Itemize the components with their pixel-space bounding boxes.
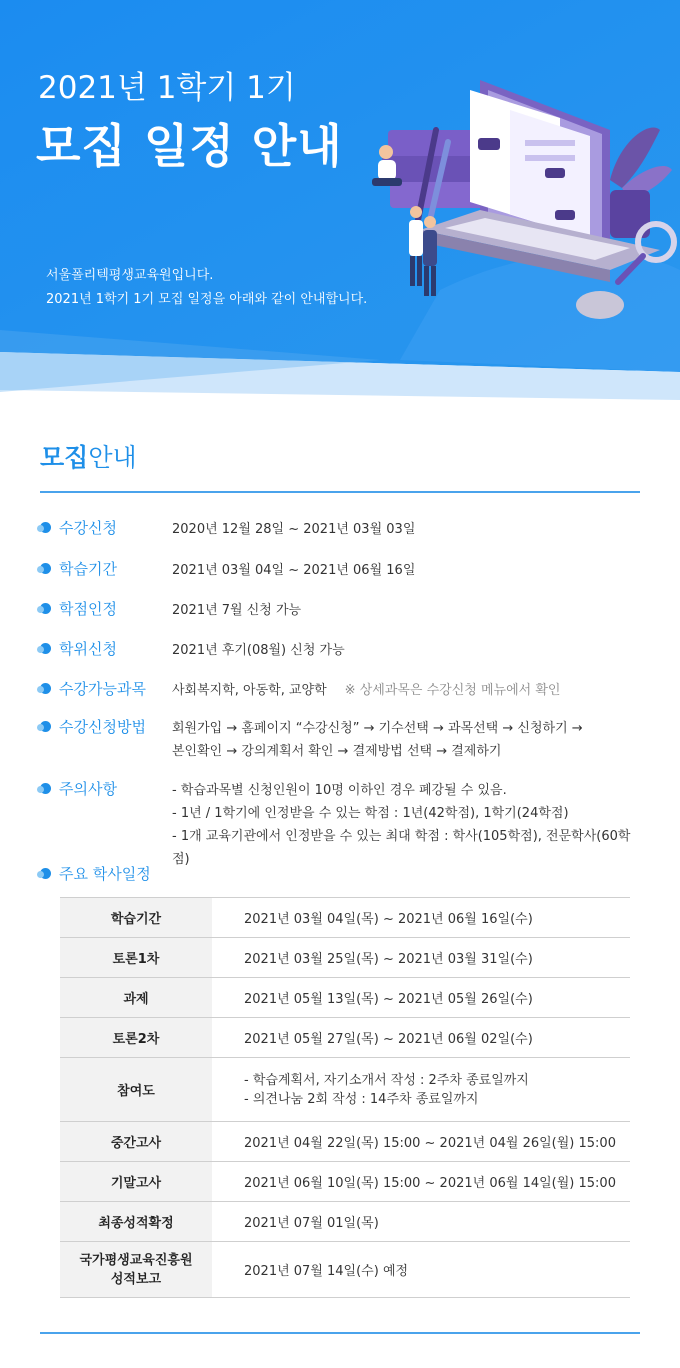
schedule-value: 2021년 07월 14일(수) 예정 [212,1242,630,1298]
section-divider-bottom [40,1332,640,1334]
schedule-value: 2021년 03월 25일(목) ~ 2021년 03월 31일(수) [212,938,630,978]
schedule-value: 2021년 07월 01일(목) [212,1202,630,1242]
info-value-line: - 학습과목별 신청인원이 10명 이하인 경우 폐강될 수 있음. [172,783,507,798]
info-label: 학위신청 [59,640,117,658]
laptop-illustration-icon [360,60,680,340]
schedule-value-line: - 의견나눔 2회 작성 : 14주차 종료일까지 [244,1091,479,1107]
schedule-key: 토론1차 [60,938,212,978]
schedule-key: 최종성적확정 [60,1202,212,1242]
section-title: 모집안내 [40,443,137,472]
table-row [60,1202,630,1242]
bullet-icon [40,643,51,654]
table-row [60,1058,630,1122]
info-value: 사회복지학, 아동학, 교양학 [172,683,327,698]
schedule-key-line: 국가평생교육진흥원 [79,1252,193,1268]
hero-title: 모집 일정 안내 [36,119,343,173]
info-value: 2021년 03월 04일 ~ 2021년 06월 16일 [172,563,416,578]
schedule-value: 2021년 05월 13일(목) ~ 2021년 05월 26일(수) [212,978,630,1018]
schedule-key: 기말고사 [60,1162,212,1202]
info-value-line: 회원가입 → 홈페이지 “수강신청” → 기수선택 → 과목선택 → 신청하기 → [172,721,583,736]
table-row [60,1242,630,1298]
info-label: 학습기간 [59,560,117,578]
schedule-value: 2021년 04월 22일(목) 15:00 ~ 2021년 04월 26일(월) 15:00 [212,1122,630,1162]
hero-desc-line-2: 2021년 1학기 1기 모집 일정을 아래와 같이 안내합니다. [46,292,368,307]
hero-banner [0,0,680,400]
info-value: 2021년 후기(08월) 신청 가능 [172,643,345,658]
schedule-key: 학습기간 [60,898,212,938]
bullet-icon [40,603,51,614]
schedule-key: 과제 [60,978,212,1018]
info-value-line: - 1개 교육기관에서 인정받을 수 있는 최대 학점 : 학사(105학점), 전문학사(60학점) [172,829,631,867]
info-label: 수강신청방법 [59,718,146,736]
schedule-value: 2021년 06월 10일(목) 15:00 ~ 2021년 06월 14일(월) 15:00 [212,1162,630,1202]
table-row [60,978,630,1018]
info-label: 학점인정 [59,600,117,618]
table-row [60,1122,630,1162]
bullet-icon [40,683,51,694]
schedule-key-line: 성적보고 [110,1271,162,1287]
schedule-value: 2021년 03월 04일(목) ~ 2021년 06월 16일(수) [212,898,630,938]
schedule-value [212,1058,630,1122]
info-label: 수강가능과목 [59,680,146,698]
hero-desc-line-1: 서울폴리텍평생교육원입니다. [46,268,214,283]
bullet-icon [40,783,51,794]
schedule-value: 2021년 05월 27일(목) ~ 2021년 06월 02일(수) [212,1018,630,1058]
hero-subtitle: 2021년 1학기 1기 [38,70,296,106]
table-row [60,1162,630,1202]
bullet-icon [40,563,51,574]
info-value-line: 본인확인 → 강의계획서 확인 → 결제방법 선택 → 결제하기 [172,744,502,759]
info-label: 주요 학사일정 [59,865,151,883]
bullet-icon [40,721,51,732]
bullet-icon [40,868,51,879]
table-row [60,898,630,938]
info-label: 수강신청 [59,519,117,537]
schedule-key: 참여도 [60,1058,212,1122]
table-row [60,938,630,978]
table-row [60,1018,630,1058]
info-label: 주의사항 [59,780,117,798]
schedule-table [60,897,630,1298]
section-divider-top [40,491,640,493]
schedule-key: 중간고사 [60,1122,212,1162]
info-value-line: - 1년 / 1학기에 인정받을 수 있는 학점 : 1년(42학점), 1학기(24학점) [172,806,569,821]
info-value: 2020년 12월 28일 ~ 2021년 03월 03일 [172,522,416,537]
hero-description [46,264,367,312]
info-note: ※ 상세과목은 수강신청 메뉴에서 확인 [344,683,561,698]
schedule-value-line: - 학습계획서, 자기소개서 작성 : 2주차 종료일까지 [244,1072,529,1088]
bullet-icon [40,522,51,533]
info-value: 2021년 7월 신청 가능 [172,603,302,618]
schedule-key [60,1242,212,1298]
schedule-key: 토론2차 [60,1018,212,1058]
